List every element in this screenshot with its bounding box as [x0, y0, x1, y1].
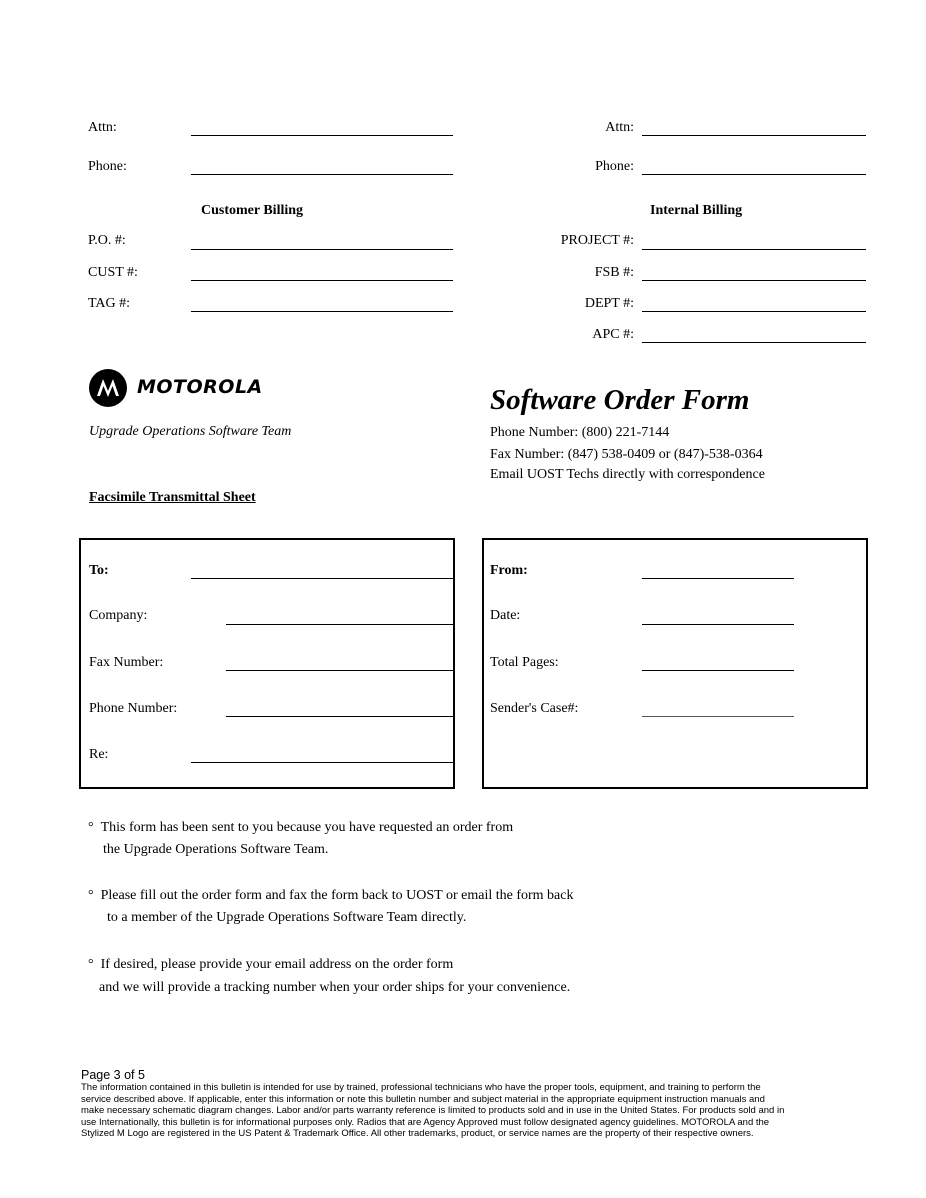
internal-billing-heading: Internal Billing	[650, 203, 743, 218]
bullet-continuation: the Upgrade Operations Software Team.	[103, 842, 329, 857]
motorola-wordmark: MOTOROLA	[137, 376, 263, 398]
project-field[interactable]	[642, 249, 866, 250]
re-label: Re:	[89, 747, 109, 762]
bullet-symbol: °	[88, 888, 94, 903]
apc-label: APC #:	[592, 327, 634, 342]
fax-number-field[interactable]	[226, 670, 453, 671]
disclaimer-line: service described above. If applicable, enter this information or note this bulletin number and subject material in the appropriate equipment instruction manuals and	[81, 1093, 765, 1105]
total-pages-label: Total Pages:	[490, 655, 559, 670]
bullet-text: This form has been sent to you because you have requested an order from	[100, 820, 514, 835]
attn-label-right: Attn:	[605, 120, 634, 135]
project-label: PROJECT #:	[560, 233, 634, 248]
form-title: Software Order Form	[490, 384, 750, 416]
attn-field-right[interactable]	[642, 135, 866, 136]
team-name: Upgrade Operations Software Team	[89, 424, 292, 439]
dept-field[interactable]	[642, 311, 866, 312]
fsb-field[interactable]	[642, 280, 866, 281]
bullet-continuation: and we will provide a tracking number when your order ships for your convenience.	[99, 980, 571, 995]
fsb-label: FSB #:	[594, 265, 634, 280]
phone-number-field[interactable]	[226, 716, 453, 717]
disclaimer	[81, 1082, 784, 1140]
bullet-continuation: to a member of the Upgrade Operations Software Team directly.	[107, 910, 467, 925]
company-field[interactable]	[226, 624, 453, 625]
disclaimer-line: use Internationally, this bulletin is for informational purposes only. Radios that are Agency Approved must follow designated agency guidelines. MOTOROLA and the	[81, 1116, 770, 1128]
phone-number-label: Phone Number:	[89, 701, 178, 716]
senders-case-label: Sender's Case#:	[490, 701, 579, 716]
to-field[interactable]	[191, 578, 453, 579]
bullet-symbol: °	[88, 820, 94, 835]
disclaimer-line: The information contained in this bulletin is intended for use by trained, professional technicians who have the proper tools, equipment, and training to perform the	[81, 1082, 761, 1093]
fax-number-label: Fax Number:	[89, 655, 164, 670]
contact-fax: Fax Number: (847) 538-0409 or (847)-538-0364	[490, 447, 763, 462]
bullet-item	[88, 954, 453, 976]
page-number: Page 3 of 5	[81, 1068, 145, 1082]
contact-email: Email UOST Techs directly with correspondence	[490, 467, 765, 482]
from-field[interactable]	[642, 578, 794, 579]
from-label: From:	[490, 563, 528, 578]
bullet-symbol: °	[88, 957, 94, 972]
motorola-logo-icon	[89, 369, 127, 407]
po-field[interactable]	[191, 249, 453, 250]
bullet-text: Please fill out the order form and fax the form back to UOST or email the form back	[100, 888, 574, 903]
attn-label-left: Attn:	[88, 120, 117, 135]
phone-field-left[interactable]	[191, 174, 453, 175]
to-label: To:	[89, 563, 109, 578]
cust-label: CUST #:	[88, 265, 138, 280]
bullet-text: If desired, please provide your email address on the order form	[100, 957, 454, 972]
tag-label: TAG #:	[88, 296, 131, 311]
date-field[interactable]	[642, 624, 794, 625]
cust-field[interactable]	[191, 280, 453, 281]
disclaimer-line: Stylized M Logo are registered in the US Patent & Trademark Office. All other trademarks, product, or service names are the property of their respective owners.	[81, 1128, 754, 1139]
customer-billing-heading: Customer Billing	[201, 203, 304, 218]
dept-label: DEPT #:	[584, 296, 634, 311]
senders-case-field[interactable]	[642, 716, 794, 717]
phone-field-right[interactable]	[642, 174, 866, 175]
disclaimer-line: make necessary schematic diagram changes. Labor and/or parts warranty reference is limited to products sold and in use in the United States. For products sold and in	[81, 1105, 785, 1116]
tag-field[interactable]	[191, 311, 453, 312]
bullet-item	[88, 817, 513, 839]
phone-label-right: Phone:	[595, 159, 634, 174]
po-label: P.O. #:	[88, 233, 126, 248]
attn-field-left[interactable]	[191, 135, 453, 136]
date-label: Date:	[490, 608, 521, 623]
phone-label-left: Phone:	[88, 159, 127, 174]
company-label: Company:	[89, 608, 148, 623]
fax-sheet-title: Facsimile Transmittal Sheet	[89, 490, 256, 505]
contact-phone: Phone Number: (800) 221-7144	[490, 425, 670, 440]
re-field[interactable]	[191, 762, 453, 763]
bullet-item	[88, 885, 574, 907]
total-pages-field[interactable]	[642, 670, 794, 671]
apc-field[interactable]	[642, 342, 866, 343]
